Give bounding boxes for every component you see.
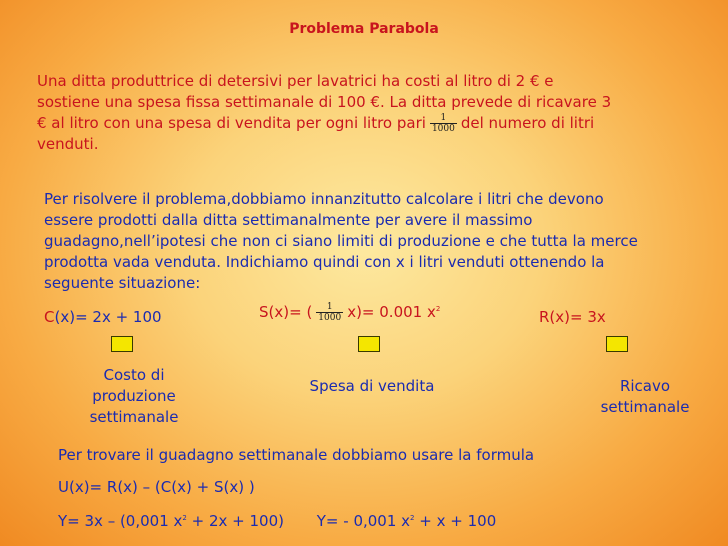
arrow-down-icon <box>358 336 380 352</box>
result-line-d: + x + 100 <box>414 512 497 530</box>
spesa-fraction-numerator: 1 <box>316 302 343 313</box>
spesa-formula-start: S(x)= ( <box>259 303 313 321</box>
result-line <box>58 512 496 530</box>
spesa-label: Spesa di vendita <box>309 377 435 395</box>
ricavo-label-line-1: Ricavo <box>619 377 671 395</box>
paragraph-line-4: prodotta vada venduta. Indichiamo quindi con x i litri venduti ottenendo la <box>44 253 605 271</box>
spesa-fraction <box>316 302 343 323</box>
paragraph-line-5: seguente situazione: <box>44 274 201 292</box>
costo-label-line-1: Costo di <box>103 366 165 384</box>
bottom-line-1: Per trovare il guadagno settimanale dobbiamo usare la formula <box>58 446 535 464</box>
arrow-down-icon <box>111 336 133 352</box>
result-exponent-2: 2 <box>410 514 415 522</box>
intro-line-4: venduti. <box>37 135 99 153</box>
fraction-denominator: 1000 <box>431 124 455 134</box>
spesa-formula-end: x)= 0.001 x <box>347 303 436 321</box>
ricavo-label <box>585 376 705 418</box>
result-line-c: Y= - 0,001 x <box>312 512 411 530</box>
paragraph-line-3: guadagno,nell’ipotesi che non ci siano limiti di produzione e che tutta la merce <box>44 232 638 250</box>
cost-formula-rest: (x)= 2x + 100 <box>54 308 162 326</box>
intro-line-3 <box>37 113 611 134</box>
solution-paragraph <box>44 189 638 294</box>
intro-line-2: sostiene una spesa fissa settimanale di 100 €. La ditta prevede di ricavare 3 <box>37 93 612 111</box>
costo-label-line-3: settimanale <box>89 408 179 426</box>
page-title: Problema Parabola <box>289 21 439 37</box>
intro-line-3-start: € al litro con una spesa di vendita per ogni litro pari <box>37 114 426 132</box>
spesa-fraction-denominator: 1000 <box>318 313 342 323</box>
ricavo-formula: R(x)= 3x <box>539 308 606 326</box>
paragraph-line-1: Per risolvere il problema,dobbiamo innanzitutto calcolare i litri che devono <box>44 190 604 208</box>
problem-statement <box>37 71 611 155</box>
costo-label-line-2: produzione <box>92 387 176 405</box>
ricavo-label-line-2: settimanale <box>600 398 690 416</box>
fraction-one-thousandth <box>430 113 457 134</box>
spesa-exponent: 2 <box>435 305 441 313</box>
result-exponent-1: 2 <box>182 514 187 522</box>
fraction-numerator: 1 <box>430 113 457 124</box>
spesa-formula <box>259 302 440 323</box>
cost-formula <box>44 308 162 326</box>
costo-label <box>64 365 204 428</box>
paragraph-line-2: essere prodotti dalla ditta settimanalmente per avere il massimo <box>44 211 533 229</box>
intro-line-3-end: del numero di litri <box>460 114 595 132</box>
intro-line-1: Una ditta produttrice di detersivi per lavatrici ha costi al litro di 2 € e <box>37 72 554 90</box>
result-line-a: Y= 3x – (0,001 x <box>58 512 183 530</box>
cost-formula-c: C <box>44 308 55 326</box>
result-line-b: + 2x + 100) <box>186 512 284 530</box>
arrow-down-icon <box>606 336 628 352</box>
profit-formula: U(x)= R(x) – (C(x) + S(x) ) <box>58 478 255 496</box>
